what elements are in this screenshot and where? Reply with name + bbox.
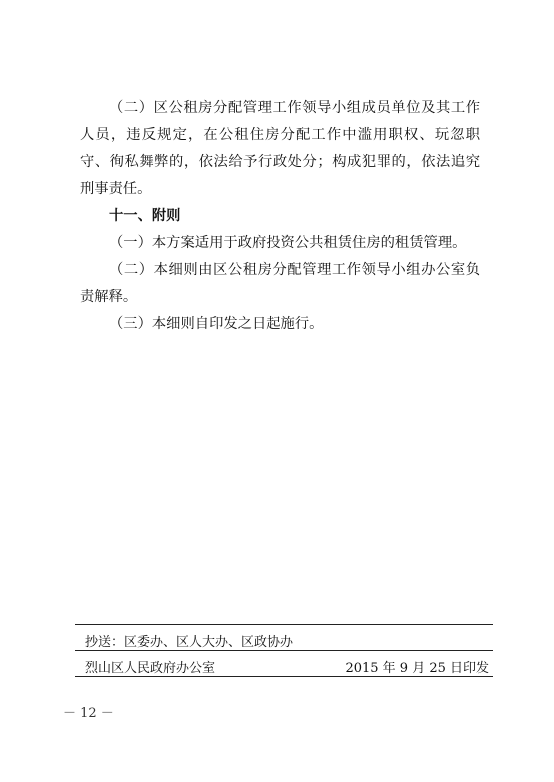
appendix-item-3: （三）本细则自印发之日起施行。: [109, 316, 324, 332]
footer-middle-rule: [75, 650, 493, 651]
appendix-item-2: （二）本细则由区公租房分配管理工作领导小组办公室负责解释。: [80, 262, 480, 305]
cc-line: 抄送：区委办、区人大办、区政协办: [85, 635, 294, 650]
footer-bottom-rule: [75, 676, 493, 677]
section-heading-appendix: 十一、附则: [109, 208, 181, 224]
paragraph-penalty: （二）区公租房分配管理工作领导小组成员单位及其工作人员，违反规定，在公租住房分配工作中滥用职权、玩忽职守、徇私舞弊的，依法给予行政处分；构成犯罪的，依法追究刑事责任。: [80, 100, 480, 197]
body-text: [80, 95, 480, 338]
page-number: － 12 －: [63, 706, 114, 721]
issuing-office: 烈山区人民政府办公室: [85, 661, 216, 676]
issue-date: 2015 年 9 月 25 日印发: [345, 661, 489, 676]
footer-top-rule: [75, 624, 493, 625]
appendix-item-1: （一）本方案适用于政府投资公共租赁住房的租赁管理。: [109, 235, 467, 251]
